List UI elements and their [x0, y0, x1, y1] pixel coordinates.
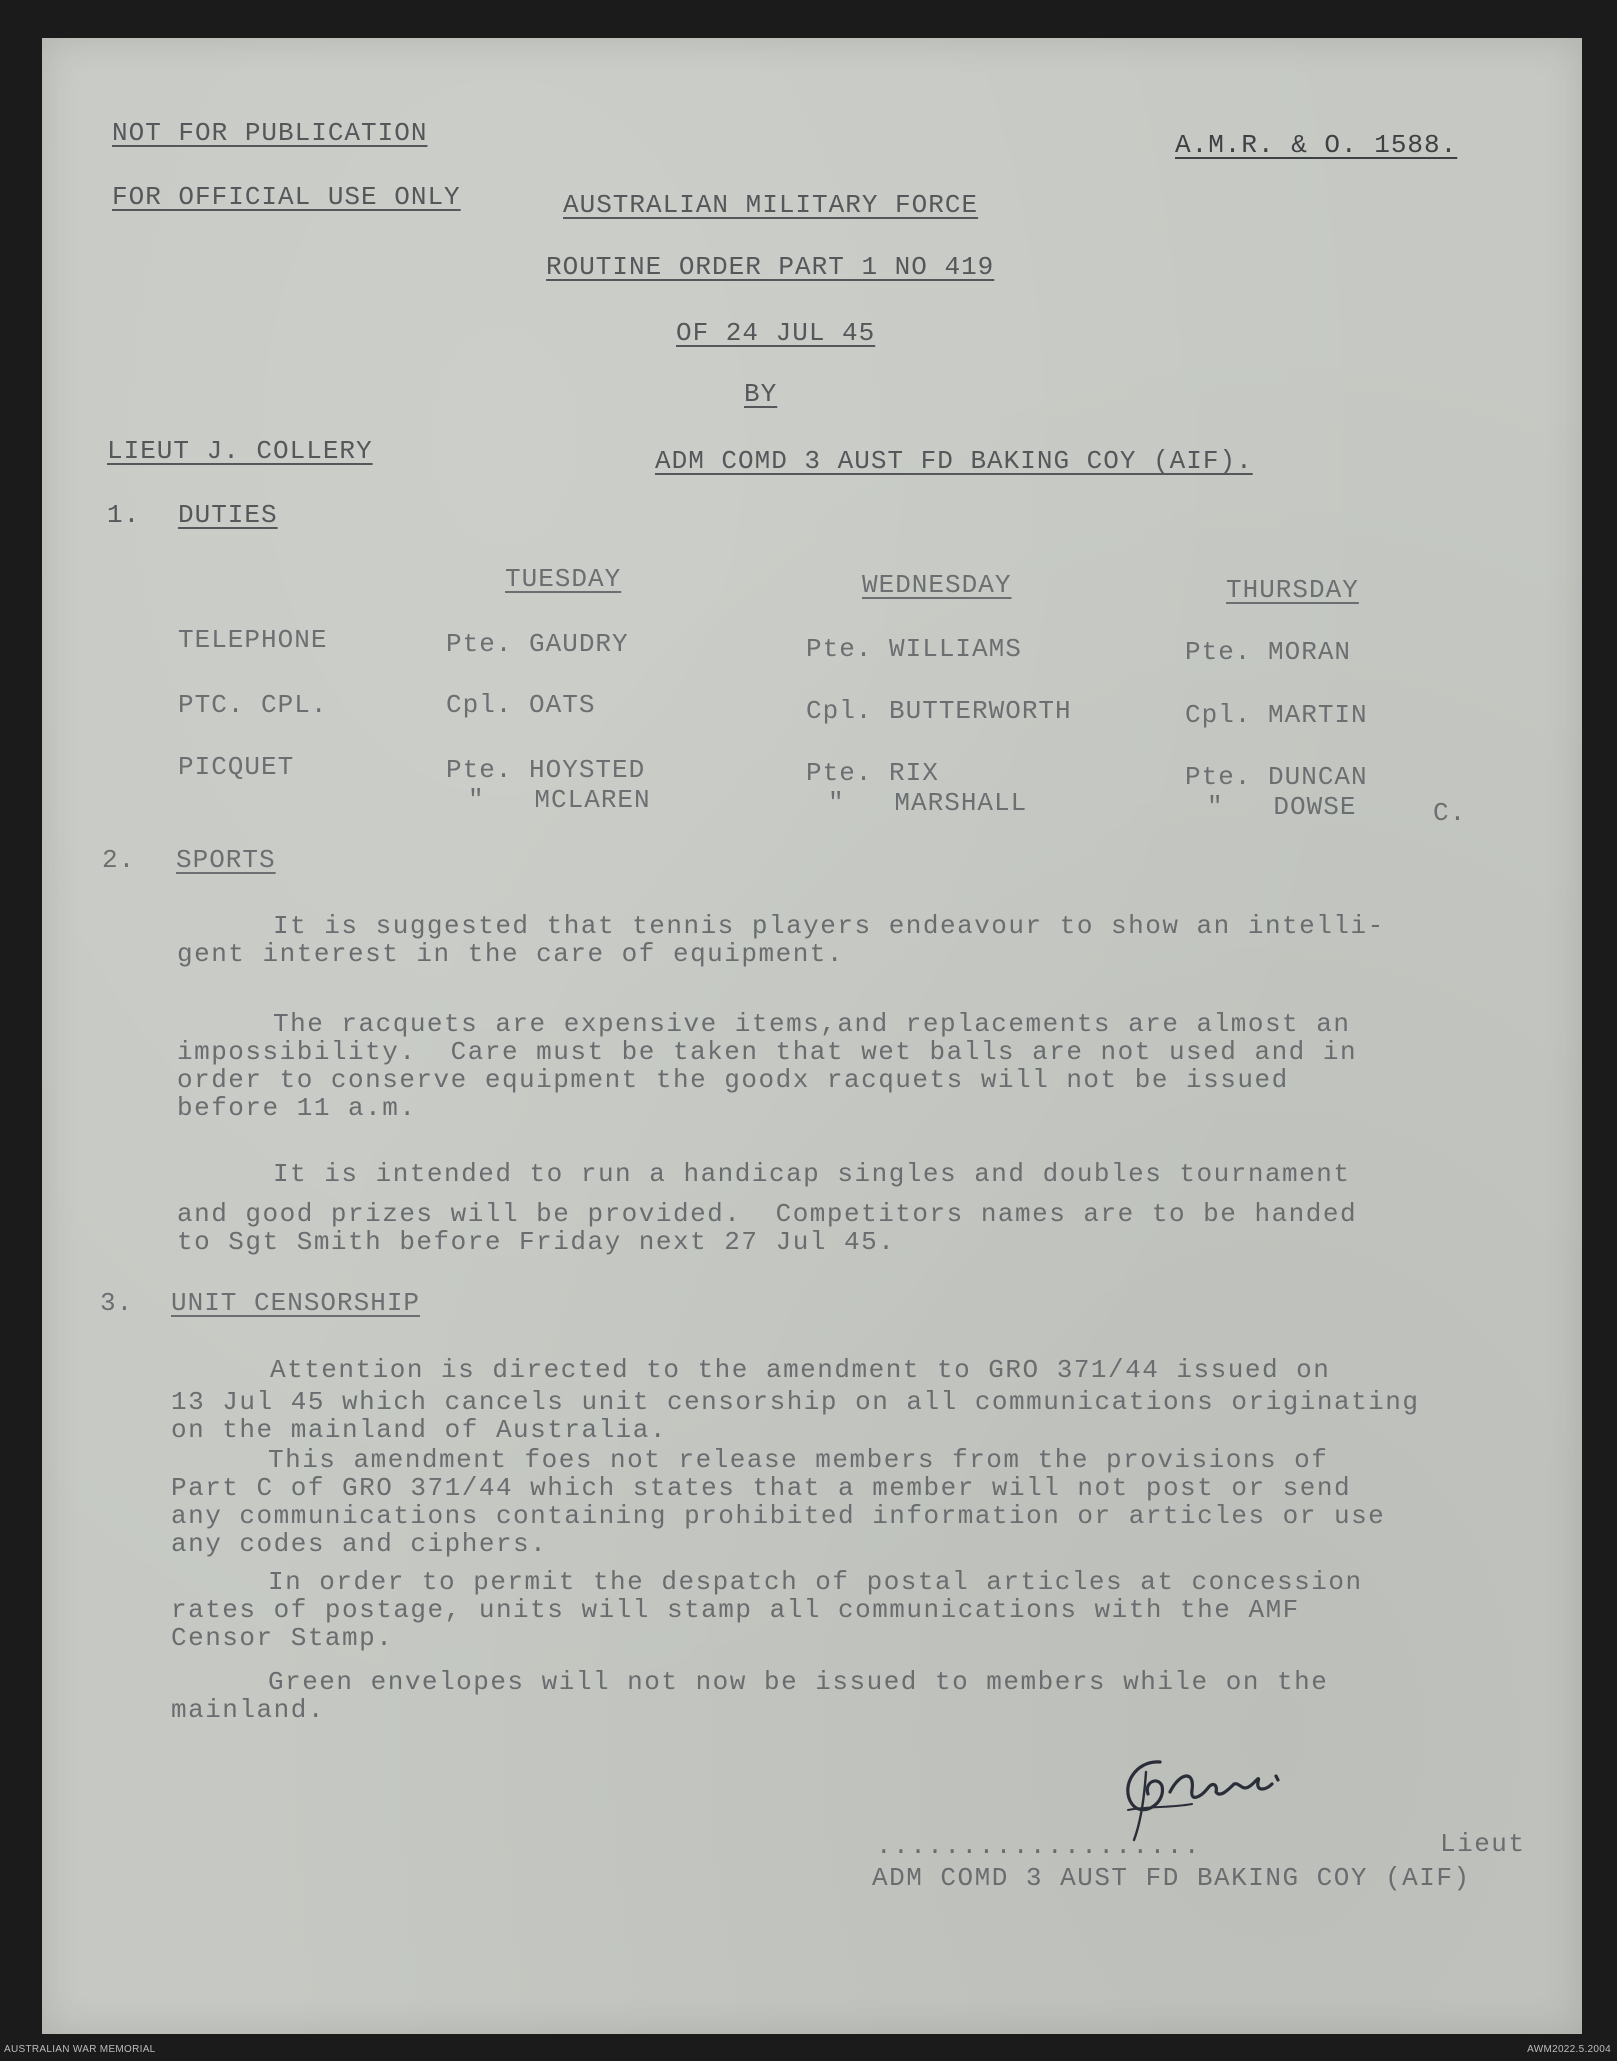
censorship-p1-line-1: Attention is directed to the amendment to GRO 371/44 issued on	[270, 1355, 1331, 1385]
censorship-p3-line-3: Censor Stamp.	[171, 1623, 394, 1653]
duty-tuesday-picquet-1: Pte. HOYSTED	[446, 755, 646, 785]
section-number: 3.	[100, 1288, 134, 1318]
duty-label-telephone: TELEPHONE	[178, 625, 328, 655]
duty-wednesday-picquet-1: Pte. RIX	[806, 758, 939, 788]
duty-wednesday-telephone: Pte. WILLIAMS	[806, 634, 1022, 664]
sports-p2-line-4: before 11 a.m.	[177, 1093, 417, 1123]
duty-wednesday-ptc-cpl: Cpl. BUTTERWORTH	[806, 696, 1072, 726]
issuing-command: ADM COMD 3 AUST FD BAKING COY (AIF).	[655, 446, 1253, 476]
duty-thursday-telephone: Pte. MORAN	[1185, 637, 1352, 667]
reference-number: A.M.R. & O. 1588.	[1175, 130, 1458, 160]
duty-tuesday-telephone: Pte. GAUDRY	[446, 629, 629, 659]
section-heading-sports: SPORTS	[176, 845, 276, 875]
censorship-p1-line-2: 13 Jul 45 which cancels unit censorship on all communications originating	[171, 1387, 1420, 1417]
section-heading-duties: DUTIES	[178, 500, 278, 530]
signature-command: ADM COMD 3 AUST FD BAKING COY (AIF)	[872, 1863, 1471, 1893]
duty-thursday-picquet-1: Pte. DUNCAN	[1185, 762, 1368, 792]
sports-p3-line-2: and good prizes will be provided. Competitors names are to be handed	[177, 1199, 1358, 1229]
duty-label-ptc-cpl: PTC. CPL.	[178, 690, 328, 720]
duty-wednesday-picquet-2: " MARSHALL	[828, 788, 1028, 818]
duty-thursday-picquet-2: " DOWSE	[1207, 792, 1357, 822]
duty-tuesday-picquet-2: " MCLAREN	[468, 785, 651, 815]
day-header-wednesday: WEDNESDAY	[862, 570, 1012, 600]
not-for-publication: NOT FOR PUBLICATION	[112, 118, 428, 148]
section-number: 2.	[102, 845, 136, 875]
handwritten-signature	[1100, 1732, 1310, 1842]
sports-p2-line-3: order to conserve equipment the goodx racquets will not be issued	[177, 1065, 1289, 1095]
censorship-p4-line-1: Green envelopes will not now be issued to members while on the	[268, 1667, 1329, 1697]
censorship-p4-line-2: mainland.	[171, 1695, 325, 1725]
by-line: BY	[744, 379, 778, 409]
duty-thursday-picquet-suffix: C.	[1433, 798, 1467, 828]
routine-order-title: ROUTINE ORDER PART 1 NO 419	[546, 252, 995, 282]
censorship-p1-line-3: on the mainland of Australia.	[171, 1415, 667, 1445]
duty-label-picquet: PICQUET	[178, 752, 295, 782]
sports-p2-line-2: impossibility. Care must be taken that wet balls are not used and in	[177, 1037, 1358, 1067]
censorship-p2-line-2: Part C of GRO 371/44 which states that a member will not post or send	[171, 1473, 1352, 1503]
censorship-p2-line-1: This amendment foes not release members from the provisions of	[268, 1445, 1329, 1475]
censorship-p3-line-2: rates of postage, units will stamp all communications with the AMF	[171, 1595, 1300, 1625]
signature-rank: Lieut	[1440, 1829, 1526, 1859]
sports-p3-line-1: It is intended to run a handicap singles and doubles tournament	[273, 1159, 1351, 1189]
censorship-p2-line-4: any codes and ciphers.	[171, 1529, 548, 1559]
day-header-tuesday: TUESDAY	[505, 564, 622, 594]
sports-p1-line-1: It is suggested that tennis players endeavour to show an intelli-	[273, 911, 1385, 941]
issuing-officer: LIEUT J. COLLERY	[107, 436, 373, 466]
sports-p2-line-1: The racquets are expensive items,and replacements are almost an	[273, 1009, 1351, 1039]
section-number: 1.	[107, 500, 141, 530]
force-title: AUSTRALIAN MILITARY FORCE	[563, 190, 979, 220]
signature-dots: ...................	[876, 1831, 1201, 1861]
duty-tuesday-ptc-cpl: Cpl. OATS	[446, 690, 596, 720]
sports-p3-line-3: to Sgt Smith before Friday next 27 Jul 45.	[177, 1227, 896, 1257]
censorship-p3-line-1: In order to permit the despatch of postal articles at concession	[268, 1567, 1363, 1597]
footer-catalogue-number: AWM2022.5.2004	[1527, 2044, 1611, 2055]
footer-archive-name: AUSTRALIAN WAR MEMORIAL	[4, 2044, 156, 2055]
order-date: OF 24 JUL 45	[676, 318, 876, 348]
section-heading-censorship: UNIT CENSORSHIP	[171, 1288, 421, 1318]
duty-thursday-ptc-cpl: Cpl. MARTIN	[1185, 700, 1368, 730]
sports-p1-line-2: gent interest in the care of equipment.	[177, 939, 844, 969]
censorship-p2-line-3: any communications containing prohibited information or articles or use	[171, 1501, 1386, 1531]
day-header-thursday: THURSDAY	[1226, 575, 1359, 605]
official-use-only: FOR OFFICIAL USE ONLY	[112, 182, 461, 212]
